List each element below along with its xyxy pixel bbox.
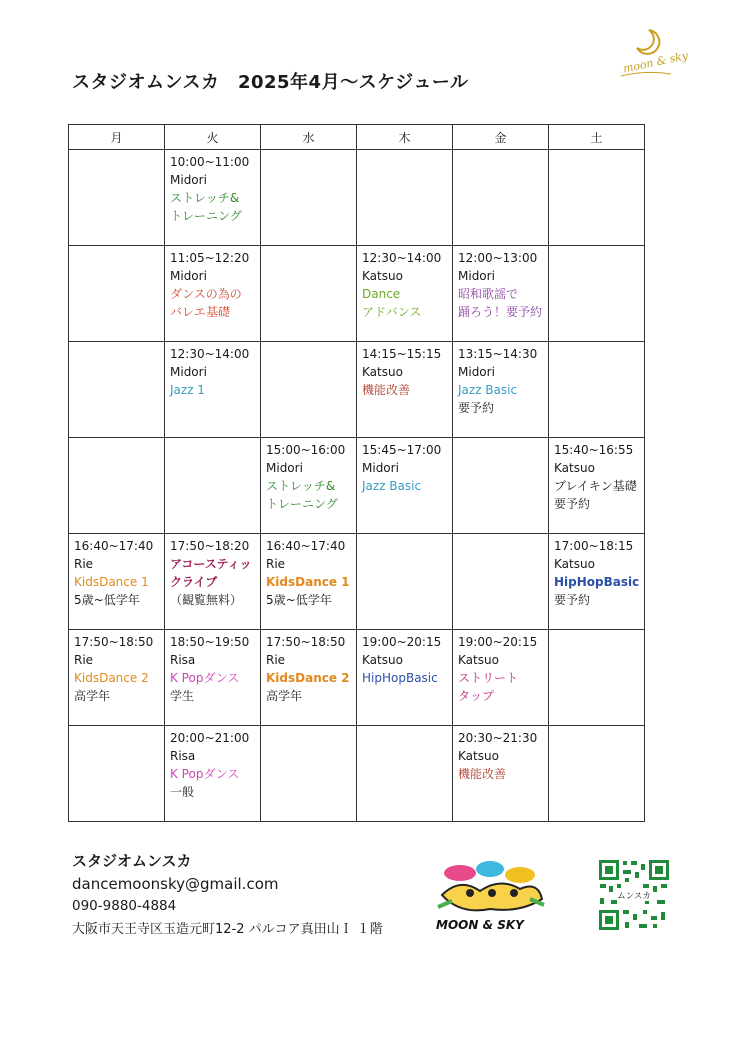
class-title: KidsDance 2 (266, 671, 350, 685)
class-time: 16:40~17:40 (266, 539, 346, 553)
address: 大阪市天王寺区玉造元町12-2 パルコア真田山Ｉ １階 (72, 922, 383, 937)
schedule-row (69, 726, 645, 822)
schedule-cell-mon (69, 726, 165, 822)
schedule-cell-wed (261, 438, 357, 534)
schedule-cell-sat (549, 342, 645, 438)
class-title: K Popダンス (170, 671, 240, 685)
schedule-cell-tue (165, 534, 261, 630)
schedule-cell-mon (69, 630, 165, 726)
schedule-cell-sat (549, 438, 645, 534)
class-teacher: Midori (170, 269, 207, 283)
class-note: 要予約 (458, 401, 495, 415)
schedule-cell-wed (261, 150, 357, 246)
schedule-cell-tue (165, 630, 261, 726)
class-title: ブレイキン基礎 (554, 479, 637, 493)
schedule-table (68, 124, 645, 822)
class-title: ストレッチ& (266, 479, 336, 493)
class-title: ストレッチ& (170, 191, 240, 205)
schedule-row (69, 630, 645, 726)
class-time: 17:50~18:50 (74, 635, 154, 649)
schedule-cell-mon (69, 246, 165, 342)
class-time: 16:40~17:40 (74, 539, 154, 553)
schedule-cell-wed (261, 726, 357, 822)
class-time: 20:30~21:30 (458, 731, 538, 745)
schedule-cell-mon (69, 534, 165, 630)
class-note: 高学年 (266, 689, 303, 703)
class-title: Jazz Basic (362, 479, 422, 493)
schedule-cell-sat (549, 726, 645, 822)
class-title: K Popダンス (170, 767, 240, 781)
class-title: アコースティッ (170, 557, 252, 571)
class-teacher: Rie (74, 653, 94, 667)
class-time: 15:00~16:00 (266, 443, 346, 457)
class-title: ダンスの為の (170, 287, 242, 301)
schedule-cell-sat (549, 534, 645, 630)
logo-text: moon & sky (621, 49, 690, 76)
class-teacher: Rie (266, 557, 286, 571)
class-title: KidsDance 2 (74, 671, 149, 685)
class-time: 15:45~17:00 (362, 443, 442, 457)
class-time: 17:00~18:15 (554, 539, 634, 553)
class-time: 14:15~15:15 (362, 347, 442, 361)
class-teacher: Midori (458, 365, 495, 379)
schedule-cell-thu (357, 534, 453, 630)
schedule-cell-mon (69, 342, 165, 438)
class-time: 19:00~20:15 (362, 635, 442, 649)
class-teacher: Risa (170, 749, 196, 763)
schedule-cell-tue (165, 246, 261, 342)
schedule-cell-tue (165, 150, 261, 246)
class-teacher: Midori (170, 365, 207, 379)
schedule-cell-fri (453, 630, 549, 726)
schedule-cell-wed (261, 342, 357, 438)
class-time: 17:50~18:50 (266, 635, 346, 649)
schedule-cell-wed (261, 534, 357, 630)
class-title: KidsDance 1 (74, 575, 149, 589)
email-address[interactable]: dancemoonsky@gmail.com (72, 875, 279, 893)
day-header-row (69, 125, 645, 150)
qr-code-icon[interactable] (597, 858, 671, 932)
schedule-cell-sat (549, 150, 645, 246)
schedule-cell-sat (549, 630, 645, 726)
class-note: 要予約 (554, 593, 591, 607)
schedule-cell-tue (165, 726, 261, 822)
class-title: タップ (458, 689, 495, 703)
class-title: クライブ (170, 575, 218, 589)
class-time: 20:00~21:00 (170, 731, 250, 745)
class-note: 要予約 (554, 497, 591, 511)
class-teacher: Katsuo (554, 557, 595, 571)
class-teacher: Katsuo (554, 461, 595, 475)
class-time: 17:50~18:20 (170, 539, 250, 553)
class-note: 一般 (170, 785, 195, 799)
class-teacher: Katsuo (362, 653, 403, 667)
class-time: 10:00~11:00 (170, 155, 250, 169)
page-title: スタジオムンスカ 2025年4月〜スケジュール (72, 72, 469, 93)
schedule-row (69, 534, 645, 630)
class-time: 11:05~12:20 (170, 251, 250, 265)
class-title: 機能改善 (458, 767, 507, 781)
class-title: HipHopBasic (554, 575, 640, 589)
class-title: バレエ基礎 (170, 305, 231, 319)
studio-name: スタジオムンスカ (72, 852, 192, 870)
class-teacher: Midori (170, 173, 207, 187)
day-header-mon: 月 (69, 125, 165, 150)
schedule-row (69, 246, 645, 342)
day-header-tue: 火 (165, 125, 261, 150)
schedule-row (69, 438, 645, 534)
class-teacher: Midori (458, 269, 495, 283)
moon-sky-logo-icon (615, 26, 690, 84)
class-teacher: Katsuo (362, 365, 403, 379)
class-time: 12:00~13:00 (458, 251, 538, 265)
class-time: 18:50~19:50 (170, 635, 250, 649)
schedule-row (69, 342, 645, 438)
schedule-cell-fri (453, 150, 549, 246)
class-teacher: Rie (266, 653, 286, 667)
class-title: 踊ろう！要予約 (458, 305, 543, 319)
schedule-cell-wed (261, 630, 357, 726)
class-note: （観覧無料） (170, 593, 243, 607)
schedule-cell-sat (549, 246, 645, 342)
schedule-cell-fri (453, 534, 549, 630)
schedule-cell-fri (453, 438, 549, 534)
class-time: 13:15~14:30 (458, 347, 538, 361)
class-time: 19:00~20:15 (458, 635, 538, 649)
class-note: 5歳~低学年 (74, 593, 140, 607)
class-note: 学生 (170, 689, 195, 703)
schedule-cell-thu (357, 726, 453, 822)
class-title: トレーニング (170, 209, 242, 223)
class-title: 機能改善 (362, 383, 411, 397)
schedule-row (69, 150, 645, 246)
schedule-cell-mon (69, 438, 165, 534)
class-title: Jazz 1 (170, 383, 205, 397)
moon-sky-mascot-logo-icon (430, 855, 548, 935)
class-title: KidsDance 1 (266, 575, 350, 589)
class-time: 15:40~16:55 (554, 443, 634, 457)
class-teacher: Midori (266, 461, 303, 475)
schedule-cell-tue (165, 342, 261, 438)
schedule-cell-fri (453, 342, 549, 438)
class-teacher: Midori (362, 461, 399, 475)
schedule-cell-mon (69, 150, 165, 246)
class-time: 12:30~14:00 (170, 347, 250, 361)
class-title: 昭和歌謡で (458, 287, 519, 301)
class-title: ストリート (458, 671, 519, 685)
day-header-fri: 金 (453, 125, 549, 150)
schedule-cell-tue (165, 438, 261, 534)
class-teacher: Katsuo (458, 653, 499, 667)
schedule-cell-fri (453, 726, 549, 822)
class-title: Jazz Basic (458, 383, 518, 397)
schedule-cell-thu (357, 150, 453, 246)
class-title: HipHopBasic (362, 671, 438, 685)
class-title: Dance (362, 287, 401, 301)
schedule-cell-thu (357, 630, 453, 726)
class-note: 高学年 (74, 689, 111, 703)
qr-label: ムンスカ (617, 891, 651, 902)
day-header-wed: 水 (261, 125, 357, 150)
schedule-cell-thu (357, 246, 453, 342)
class-teacher: Risa (170, 653, 196, 667)
day-header-thu: 木 (357, 125, 453, 150)
class-title: アドバンス (362, 305, 422, 319)
schedule-cell-fri (453, 246, 549, 342)
schedule-cell-thu (357, 438, 453, 534)
class-teacher: Katsuo (458, 749, 499, 763)
schedule-cell-thu (357, 342, 453, 438)
class-teacher: Katsuo (362, 269, 403, 283)
mascot-text: MOON & SKY (436, 918, 524, 932)
class-teacher: Rie (74, 557, 94, 571)
class-title: トレーニング (266, 497, 338, 511)
day-header-sat: 土 (549, 125, 645, 150)
class-time: 12:30~14:00 (362, 251, 442, 265)
phone-number[interactable]: 090-9880-4884 (72, 898, 177, 914)
class-note: 5歳~低学年 (266, 593, 332, 607)
schedule-cell-wed (261, 246, 357, 342)
